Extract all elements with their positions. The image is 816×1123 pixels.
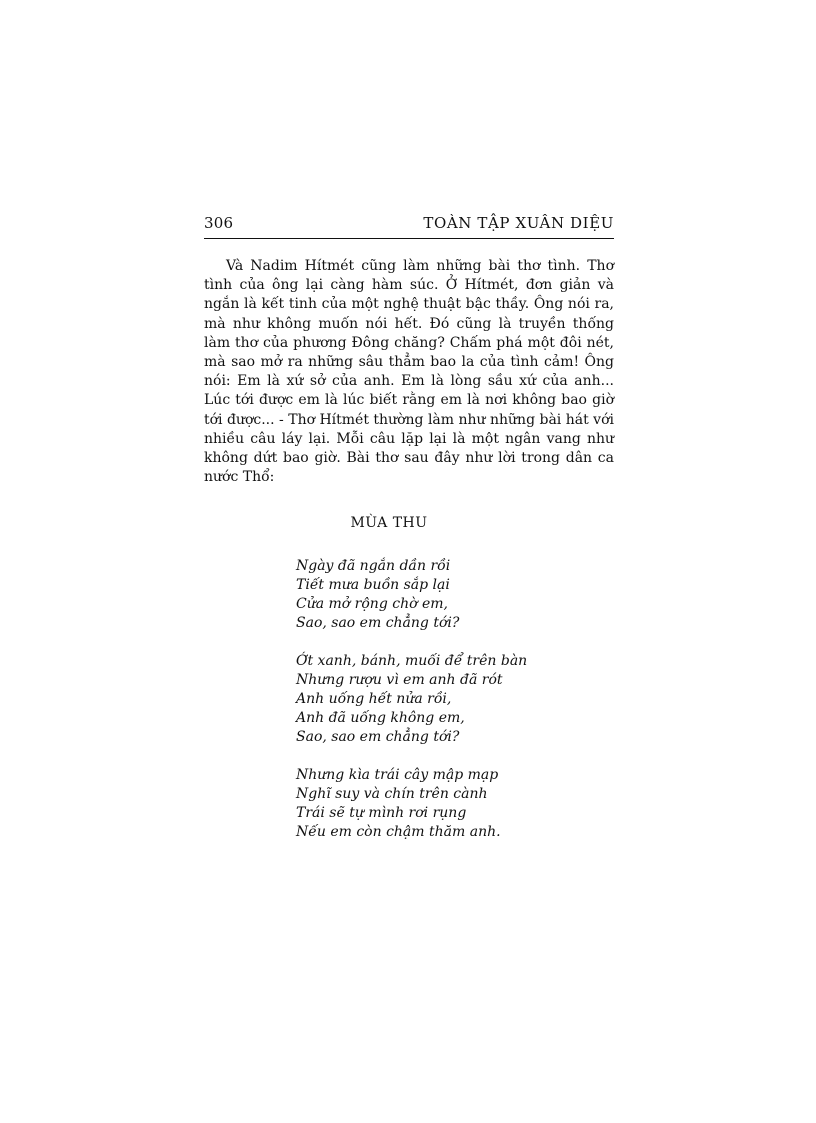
book-page <box>204 214 614 842</box>
poem-stanza <box>296 652 614 747</box>
poem-line: Ngày đã ngắn dần rồi <box>296 558 451 575</box>
poem-line: Cửa mở rộng chờ em, <box>296 596 448 613</box>
poem-line: Trái sẽ tự mình rơi rụng <box>296 805 467 822</box>
poem-line: Nhưng kìa trái cây mập mạp <box>296 767 499 784</box>
poem-title: MÙA THU <box>350 515 428 532</box>
poem-line: Nhưng rượu vì em anh đã rót <box>296 672 503 689</box>
poem-line: Tiết mưa buồn sắp lại <box>296 577 450 594</box>
poem-line: Sao, sao em chẳng tới? <box>296 729 460 746</box>
poem-line: Anh uống hết nửa rồi, <box>296 691 452 708</box>
page-number: 306 <box>204 214 234 232</box>
poem-line: Sao, sao em chẳng tới? <box>296 615 460 632</box>
running-header <box>204 214 614 239</box>
poem-line: Nếu em còn chậm thăm anh. <box>296 824 501 841</box>
poem-line: Nghĩ suy và chín trên cành <box>296 786 488 803</box>
poem-line: Ớt xanh, bánh, muối để trên bàn <box>296 653 528 670</box>
body-paragraph: Và Nadim Hítmét cũng làm những bài thơ tình. Thơ tình của ông lại càng hàm súc. Ở Hítmét, đơn giản và ngắn là kết tinh của một nghệ thuật bậc thầy. Ông nói ra, mà như không muốn nói hết. Đó cũng là truyền thống làm thơ của phương Đông chăng? Chấm phá một đôi nét, mà sao mở ra những sâu thẳm bao la của tình cảm! Ông nói: Em là xứ sở của anh. Em là lòng sầu xứ của anh... Lúc tới được em là lúc biết rằng em là nơi không bao giờ tới được... - Thơ Hítmét thường làm như những bài hát với nhiều câu láy lại. Mỗi câu lặp lại là một ngân vang như không dứt bao giờ. Bài thơ sau đây như lời trong dân ca nước Thổ: <box>204 258 614 486</box>
poem-line: Anh đã uống không em, <box>296 710 465 727</box>
poem-stanza <box>296 557 614 633</box>
poem-stanza <box>296 766 614 842</box>
poem <box>296 557 614 842</box>
book-title: TOÀN TẬP XUÂN DIỆU <box>423 214 614 232</box>
